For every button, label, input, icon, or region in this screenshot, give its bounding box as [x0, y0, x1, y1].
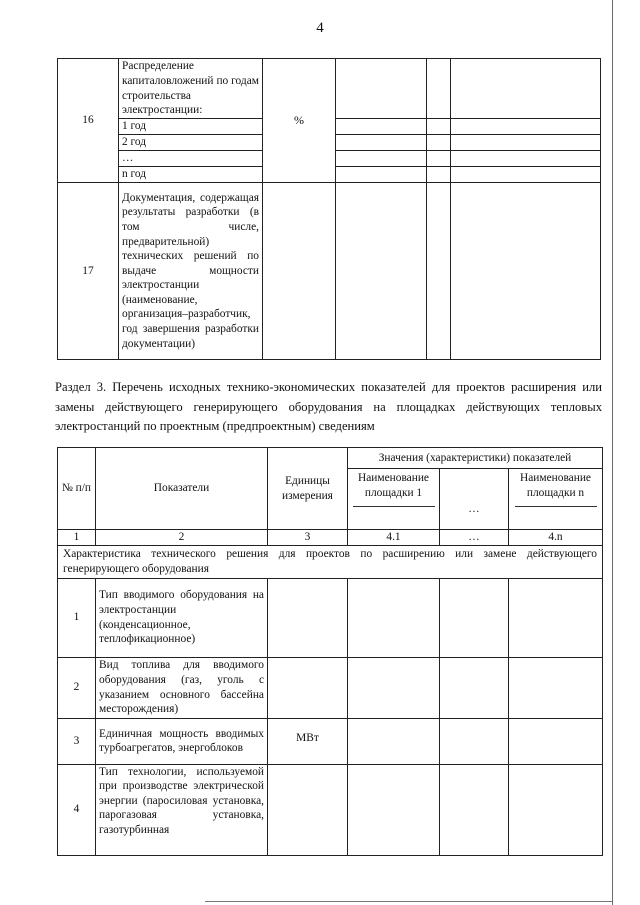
column-number: 4.n	[509, 530, 603, 546]
table-row	[58, 59, 601, 119]
value-cell	[427, 167, 451, 183]
table-row	[58, 183, 601, 360]
value-cell	[509, 764, 603, 855]
row-number: 17	[58, 183, 119, 360]
year-label: 2 год	[119, 135, 263, 151]
value-cell	[451, 59, 601, 119]
value-cell	[348, 657, 440, 718]
row-unit	[268, 578, 348, 657]
numbering-row	[58, 530, 603, 546]
value-cell	[336, 167, 427, 183]
row-unit	[263, 183, 336, 360]
row-number: 2	[58, 657, 96, 718]
row-description: Тип технологии, используемой при производстве электрической энергии (паросиловая установка, парогазовая установка, газотурбинная	[96, 764, 268, 855]
header-number: № п/п	[58, 448, 96, 530]
site-n-label: Наименование площадки n	[520, 472, 591, 499]
row-description: Вид топлива для вводимого оборудования (газ, уголь с указанием основного бассейна месторождения)	[96, 657, 268, 718]
column-number: 4.1	[348, 530, 440, 546]
value-cell	[336, 135, 427, 151]
value-cell	[336, 59, 427, 119]
page-number: 4	[316, 20, 324, 36]
value-cell	[336, 119, 427, 135]
value-cell	[451, 167, 601, 183]
value-cell	[451, 183, 601, 360]
section-3-heading: Раздел 3. Перечень исходных технико-экономических показателей для проектов расширения или замены действующего генерирующего оборудования на площадках действующих тепловых электростанций по проектным (предпроектным) сведениям	[55, 380, 602, 433]
value-cell	[451, 135, 601, 151]
value-cell	[348, 764, 440, 855]
scan-edge-line	[612, 0, 613, 905]
year-label: n год	[119, 167, 263, 183]
site-1-underline	[353, 506, 435, 509]
header-units: Единицы измерения	[268, 448, 348, 530]
row-unit	[268, 657, 348, 718]
row-number: 3	[58, 718, 96, 764]
row-description: Документация, содержащая результаты разработки (в том числе, предварительной) технических решений по выдаче мощности электростанции (наименование, организация–разработчик, год завершения разработки документации)	[119, 183, 263, 360]
indicators-table-section-3	[57, 447, 603, 856]
column-number: 1	[58, 530, 96, 546]
section-title: Характеристика технического решения для проектов по расширению или замене действующего генерирующего оборудования	[58, 545, 603, 578]
table-row	[58, 657, 603, 718]
table-row	[58, 718, 603, 764]
row-description: Распределение капиталовложений по годам строительства электростанции:	[119, 59, 263, 119]
row-description: Тип вводимого оборудования на электростанции (конденсационное, теплофикационное)	[96, 578, 268, 657]
value-cell	[427, 119, 451, 135]
year-label: …	[119, 151, 263, 167]
header-row	[58, 448, 603, 469]
column-number: …	[440, 530, 509, 546]
table-row	[58, 578, 603, 657]
value-cell	[427, 151, 451, 167]
value-cell	[440, 578, 509, 657]
row-unit: МВт	[268, 718, 348, 764]
section-row	[58, 545, 603, 578]
value-cell	[440, 657, 509, 718]
value-cell	[427, 135, 451, 151]
value-cell	[427, 59, 451, 119]
row-number: 1	[58, 578, 96, 657]
value-cell	[440, 718, 509, 764]
value-cell	[451, 151, 601, 167]
value-cell	[509, 718, 603, 764]
site-n-underline	[515, 506, 597, 509]
value-cell	[509, 578, 603, 657]
site-1-label: Наименование площадки 1	[358, 472, 429, 499]
value-cell	[451, 119, 601, 135]
value-cell	[336, 151, 427, 167]
value-cell	[509, 657, 603, 718]
value-cell	[427, 183, 451, 360]
scan-bottom-line	[205, 901, 612, 902]
row-unit: %	[263, 59, 336, 183]
value-cell	[348, 718, 440, 764]
header-ellipsis: …	[440, 469, 509, 530]
column-number: 2	[96, 530, 268, 546]
value-cell	[336, 183, 427, 360]
indicators-table-continued	[57, 58, 601, 360]
row-unit	[268, 764, 348, 855]
row-number: 4	[58, 764, 96, 855]
year-label: 1 год	[119, 119, 263, 135]
table-row	[58, 764, 603, 855]
header-indicators: Показатели	[96, 448, 268, 530]
value-cell	[440, 764, 509, 855]
row-description: Единичная мощность вводимых турбоагрегатов, энергоблоков	[96, 718, 268, 764]
header-site-n	[509, 469, 603, 530]
header-site-1	[348, 469, 440, 530]
row-number: 16	[58, 59, 119, 183]
value-cell	[348, 578, 440, 657]
column-number: 3	[268, 530, 348, 546]
header-values: Значения (характеристики) показателей	[348, 448, 603, 469]
